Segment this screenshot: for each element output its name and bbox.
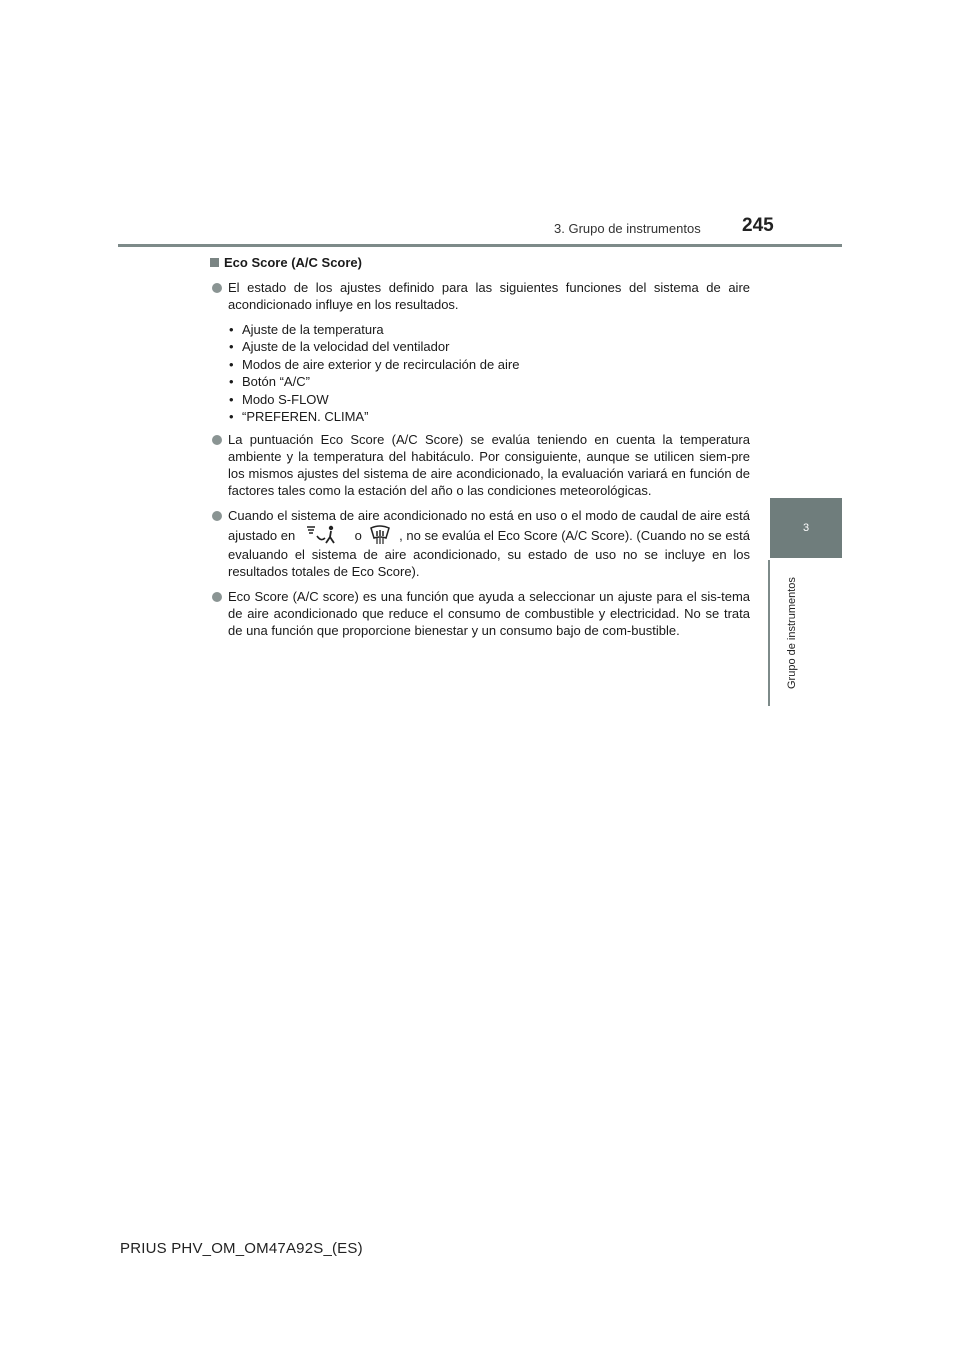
page-number: 245	[742, 215, 774, 236]
chapter-tab-divider	[768, 560, 770, 706]
bullet-text: La puntuación Eco Score (A/C Score) se evalúa teniendo en cuenta la temperatura ambiente y la temperatura del habitáculo. Por consiguiente, aunque se utilicen siem-pre los mismos ajustes del sistema de aire acondicionado, la evaluación variará en función de factores tales como la estación del año o las condiciones meteorológicas.	[228, 432, 750, 499]
section-heading	[210, 254, 750, 271]
chapter-tab-label: Grupo de instrumentos	[786, 577, 798, 689]
round-bullet-icon	[212, 435, 222, 445]
bullet-item-settings	[210, 279, 750, 313]
windshield-defrost-icon	[369, 524, 391, 546]
settings-list	[228, 321, 750, 425]
list-item: • Modo S-FLOW	[228, 391, 750, 408]
header-divider	[118, 244, 842, 247]
bullet-text: El estado de los ajustes definido para las siguientes funciones del sistema de aire acondicionado influye en los resultados.	[228, 280, 750, 312]
list-item: • Modos de aire exterior y de recirculación de aire	[228, 356, 750, 373]
bullet-item-function-note	[210, 588, 750, 639]
chapter-tab-number: 3	[770, 498, 842, 558]
round-bullet-icon	[212, 511, 222, 521]
bullet-text-or: o	[354, 528, 362, 544]
round-bullet-icon	[212, 283, 222, 293]
bullet-item-airflow-mode	[210, 507, 750, 580]
square-bullet-icon	[210, 258, 219, 267]
list-item: • “PREFEREN. CLIMA”	[228, 408, 750, 425]
main-content	[210, 254, 750, 647]
bullet-text: Eco Score (A/C score) es una función que ayuda a seleccionar un ajuste para el sis-tema de aire acondicionado que reduce el consumo de combustible y electricidad. No se trata de una función que proporcione bienestar y un consumo bajo de com-bustible.	[228, 589, 750, 639]
airflow-feet-windshield-icon	[303, 524, 347, 546]
bullet-item-evaluation	[210, 431, 750, 499]
section-heading-text: Eco Score (A/C Score)	[224, 255, 362, 270]
bullet-text: Cuando el sistema de aire acondicionado no está en uso o el modo de caudal de aire está ajustado en	[228, 508, 750, 544]
list-item: • Botón “A/C”	[228, 373, 750, 390]
bullet-text: , no se evalúa el Eco Score (A/C Score). (Cuando no se está evaluando el sistema de aire acondicionado, su estado de uso no se incluye en los resultados totales de Eco Score).	[228, 528, 750, 580]
list-item: • Ajuste de la temperatura	[228, 321, 750, 338]
document-footer: PRIUS PHV_OM_OM47A92S_(ES)	[120, 1240, 363, 1257]
list-item: • Ajuste de la velocidad del ventilador	[228, 338, 750, 355]
header-section-title: 3. Grupo de instrumentos	[554, 221, 701, 236]
round-bullet-icon	[212, 592, 222, 602]
